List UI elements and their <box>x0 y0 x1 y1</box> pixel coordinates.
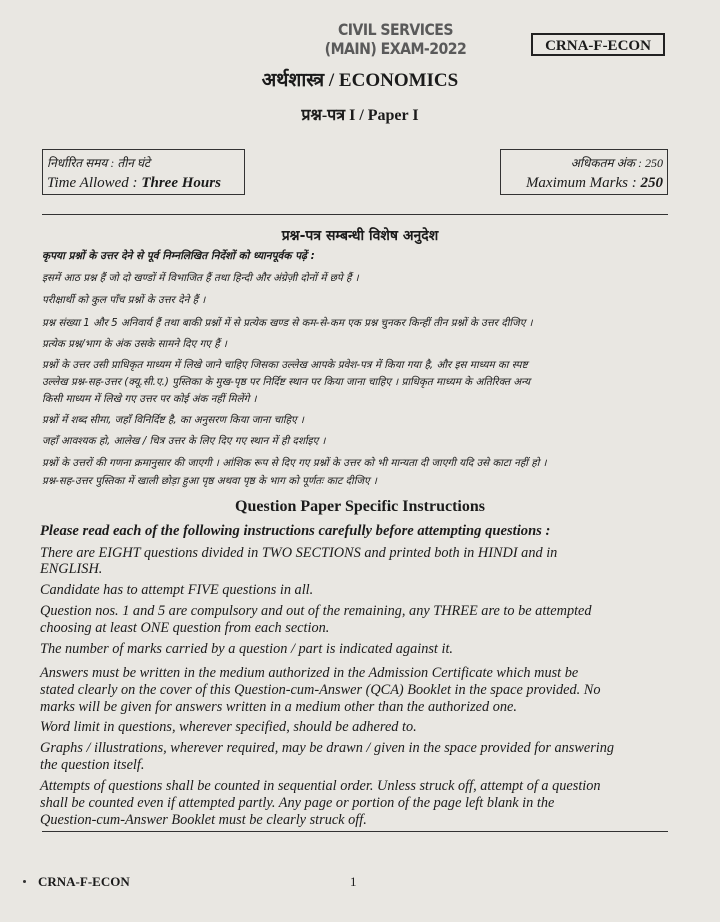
time-allowed-english <box>47 175 221 192</box>
hindi-instructions-heading: प्रश्न-पत्र सम्बन्धी विशेष अनुदेश <box>281 228 439 244</box>
exam-name: CIVIL SERVICES (MAIN) EXAM-2022 <box>324 20 467 58</box>
english-instruction-line: Word limit in questions, wherever specified, should be adhered to. <box>40 719 417 735</box>
english-instructions-heading: Question Paper Specific Instructions <box>235 498 485 515</box>
hindi-instruction-line: इसमें आठ प्रश्न हैं जो दो खण्डों में विभाजित हैं तथा हिन्दी और अंग्रेज़ी दोनों में छपे हैं । <box>42 272 359 284</box>
english-instruction-line: Attempts of questions shall be counted in sequential order. Unless struck off, attempt of a question <box>40 778 601 794</box>
english-instruction-line: Please read each of the following instructions carefully before attempting questions : <box>40 523 551 539</box>
english-instruction-line: Graphs / illustrations, wherever required, may be drawn / given in the space provided for answering <box>40 740 615 756</box>
english-instruction-line: the question itself. <box>40 757 145 773</box>
divider-bottom <box>42 831 668 832</box>
maximum-marks-box <box>500 149 668 195</box>
subject-title: अर्थशास्त्र / ECONOMICS <box>261 70 459 91</box>
maximum-marks-value: 250 <box>640 175 663 191</box>
hindi-instruction-line: परीक्षार्थी को कुल पाँच प्रश्नों के उत्तर देने हैं । <box>42 294 206 306</box>
hindi-instruction-line: प्रश्नों में शब्द सीमा, जहाँ विनिर्दिष्ट है, का अनुसरण किया जाना चाहिए । <box>42 414 304 426</box>
english-instruction-line: There are EIGHT questions divided in TWO SECTIONS and printed both in HINDI and in <box>40 545 558 561</box>
hindi-instruction-line: प्रश्न-सह-उत्तर पुस्तिका में खाली छोड़ा हुआ पृष्ठ अथवा पृष्ठ के भाग को पूर्णतः काट दीजिए । <box>42 475 377 487</box>
hindi-instruction-line: कृपया प्रश्नों के उत्तर देने से पूर्व निम्नलिखित निर्देशों को ध्यानपूर्वक पढ़ें : <box>42 250 315 262</box>
hindi-instruction-line: प्रश्नों के उत्तरों की गणना क्रमानुसार की जाएगी । आंशिक रूप से दिए गए प्रश्नों के उत्तर को भी मान्यता दी जाएगी यदि उसे काटा नहीं हो । <box>42 457 547 469</box>
footer-paper-code: CRNA-F-ECON <box>38 874 130 889</box>
time-allowed-box <box>42 149 245 195</box>
hindi-instruction-line: प्रश्न संख्या 1 और 5 अनिवार्य हैं तथा बाकी प्रश्नों में से प्रत्येक खण्ड से कम-से-कम एक प्रश्न चुनकर किन्हीं तीन प्रश्नों के उत्तर दीजिए । <box>42 317 533 329</box>
hindi-instruction-line: जहाँ आवश्यक हो, आलेख / चित्र उत्तर के लिए दिए गए स्थान में ही दर्शाइए । <box>42 435 326 447</box>
english-instruction-line: shall be counted even if attempted partly. Any page or portion of the page left blank in the <box>40 795 555 811</box>
hindi-instruction-line: उल्लेख प्रश्न-सह-उत्तर (क्यू.सी.ए.) पुस्तिका के मुख-पृष्ठ पर निर्दिष्ट स्थान पर किया जाना चाहिए । प्राधिकृत माध्यम के अतिरिक्त अन्य <box>42 376 531 388</box>
maximum-marks-english <box>526 175 663 192</box>
english-instruction-line: Answers must be written in the medium authorized in the Admission Certificate which must be <box>40 665 579 681</box>
english-instruction-line: stated clearly on the cover of this Question-cum-Answer (QCA) Booklet in the space provided. No <box>40 682 601 698</box>
time-allowed-hindi: निर्धारित समय : तीन घंटे <box>47 156 151 170</box>
hindi-instruction-line: किसी माध्यम में लिखे गए उत्तर पर कोई अंक नहीं मिलेंगे । <box>42 393 257 405</box>
english-instruction-line: Candidate has to attempt FIVE questions in all. <box>40 582 314 598</box>
time-allowed-label: Time Allowed : <box>47 175 142 191</box>
time-allowed-value: Three Hours <box>141 175 221 191</box>
divider-top <box>42 214 668 215</box>
paper-code-box: CRNA-F-ECON <box>531 33 665 56</box>
hindi-instruction-line: प्रश्नों के उत्तर उसी प्राधिकृत माध्यम में लिखे जाने चाहिए जिसका उल्लेख आपके प्रवेश-पत्र में किया गया है, और इस माध्यम का स्पष्ट <box>42 359 528 371</box>
english-instruction-line: The number of marks carried by a question / part is indicated against it. <box>40 641 453 657</box>
english-instruction-line: Question-cum-Answer Booklet must be clearly struck off. <box>40 812 367 828</box>
english-instruction-line: ENGLISH. <box>40 561 103 577</box>
page-number: 1 <box>350 874 357 889</box>
english-instruction-line: marks will be given for answers written in a medium other than the authorized one. <box>40 699 517 715</box>
maximum-marks-hindi: अधिकतम अंक : 250 <box>570 156 663 170</box>
english-instruction-line: Question nos. 1 and 5 are compulsory and out of the remaining, any THREE are to be attempted <box>40 603 592 619</box>
paper-title: प्रश्न-पत्र I / Paper I <box>301 107 419 124</box>
margin-dot <box>23 880 26 883</box>
hindi-instruction-line: प्रत्येक प्रश्न/भाग के अंक उसके सामने दिए गए हैं । <box>42 338 227 350</box>
english-instruction-line: choosing at least ONE question from each section. <box>40 620 330 636</box>
maximum-marks-label: Maximum Marks : <box>525 175 641 191</box>
